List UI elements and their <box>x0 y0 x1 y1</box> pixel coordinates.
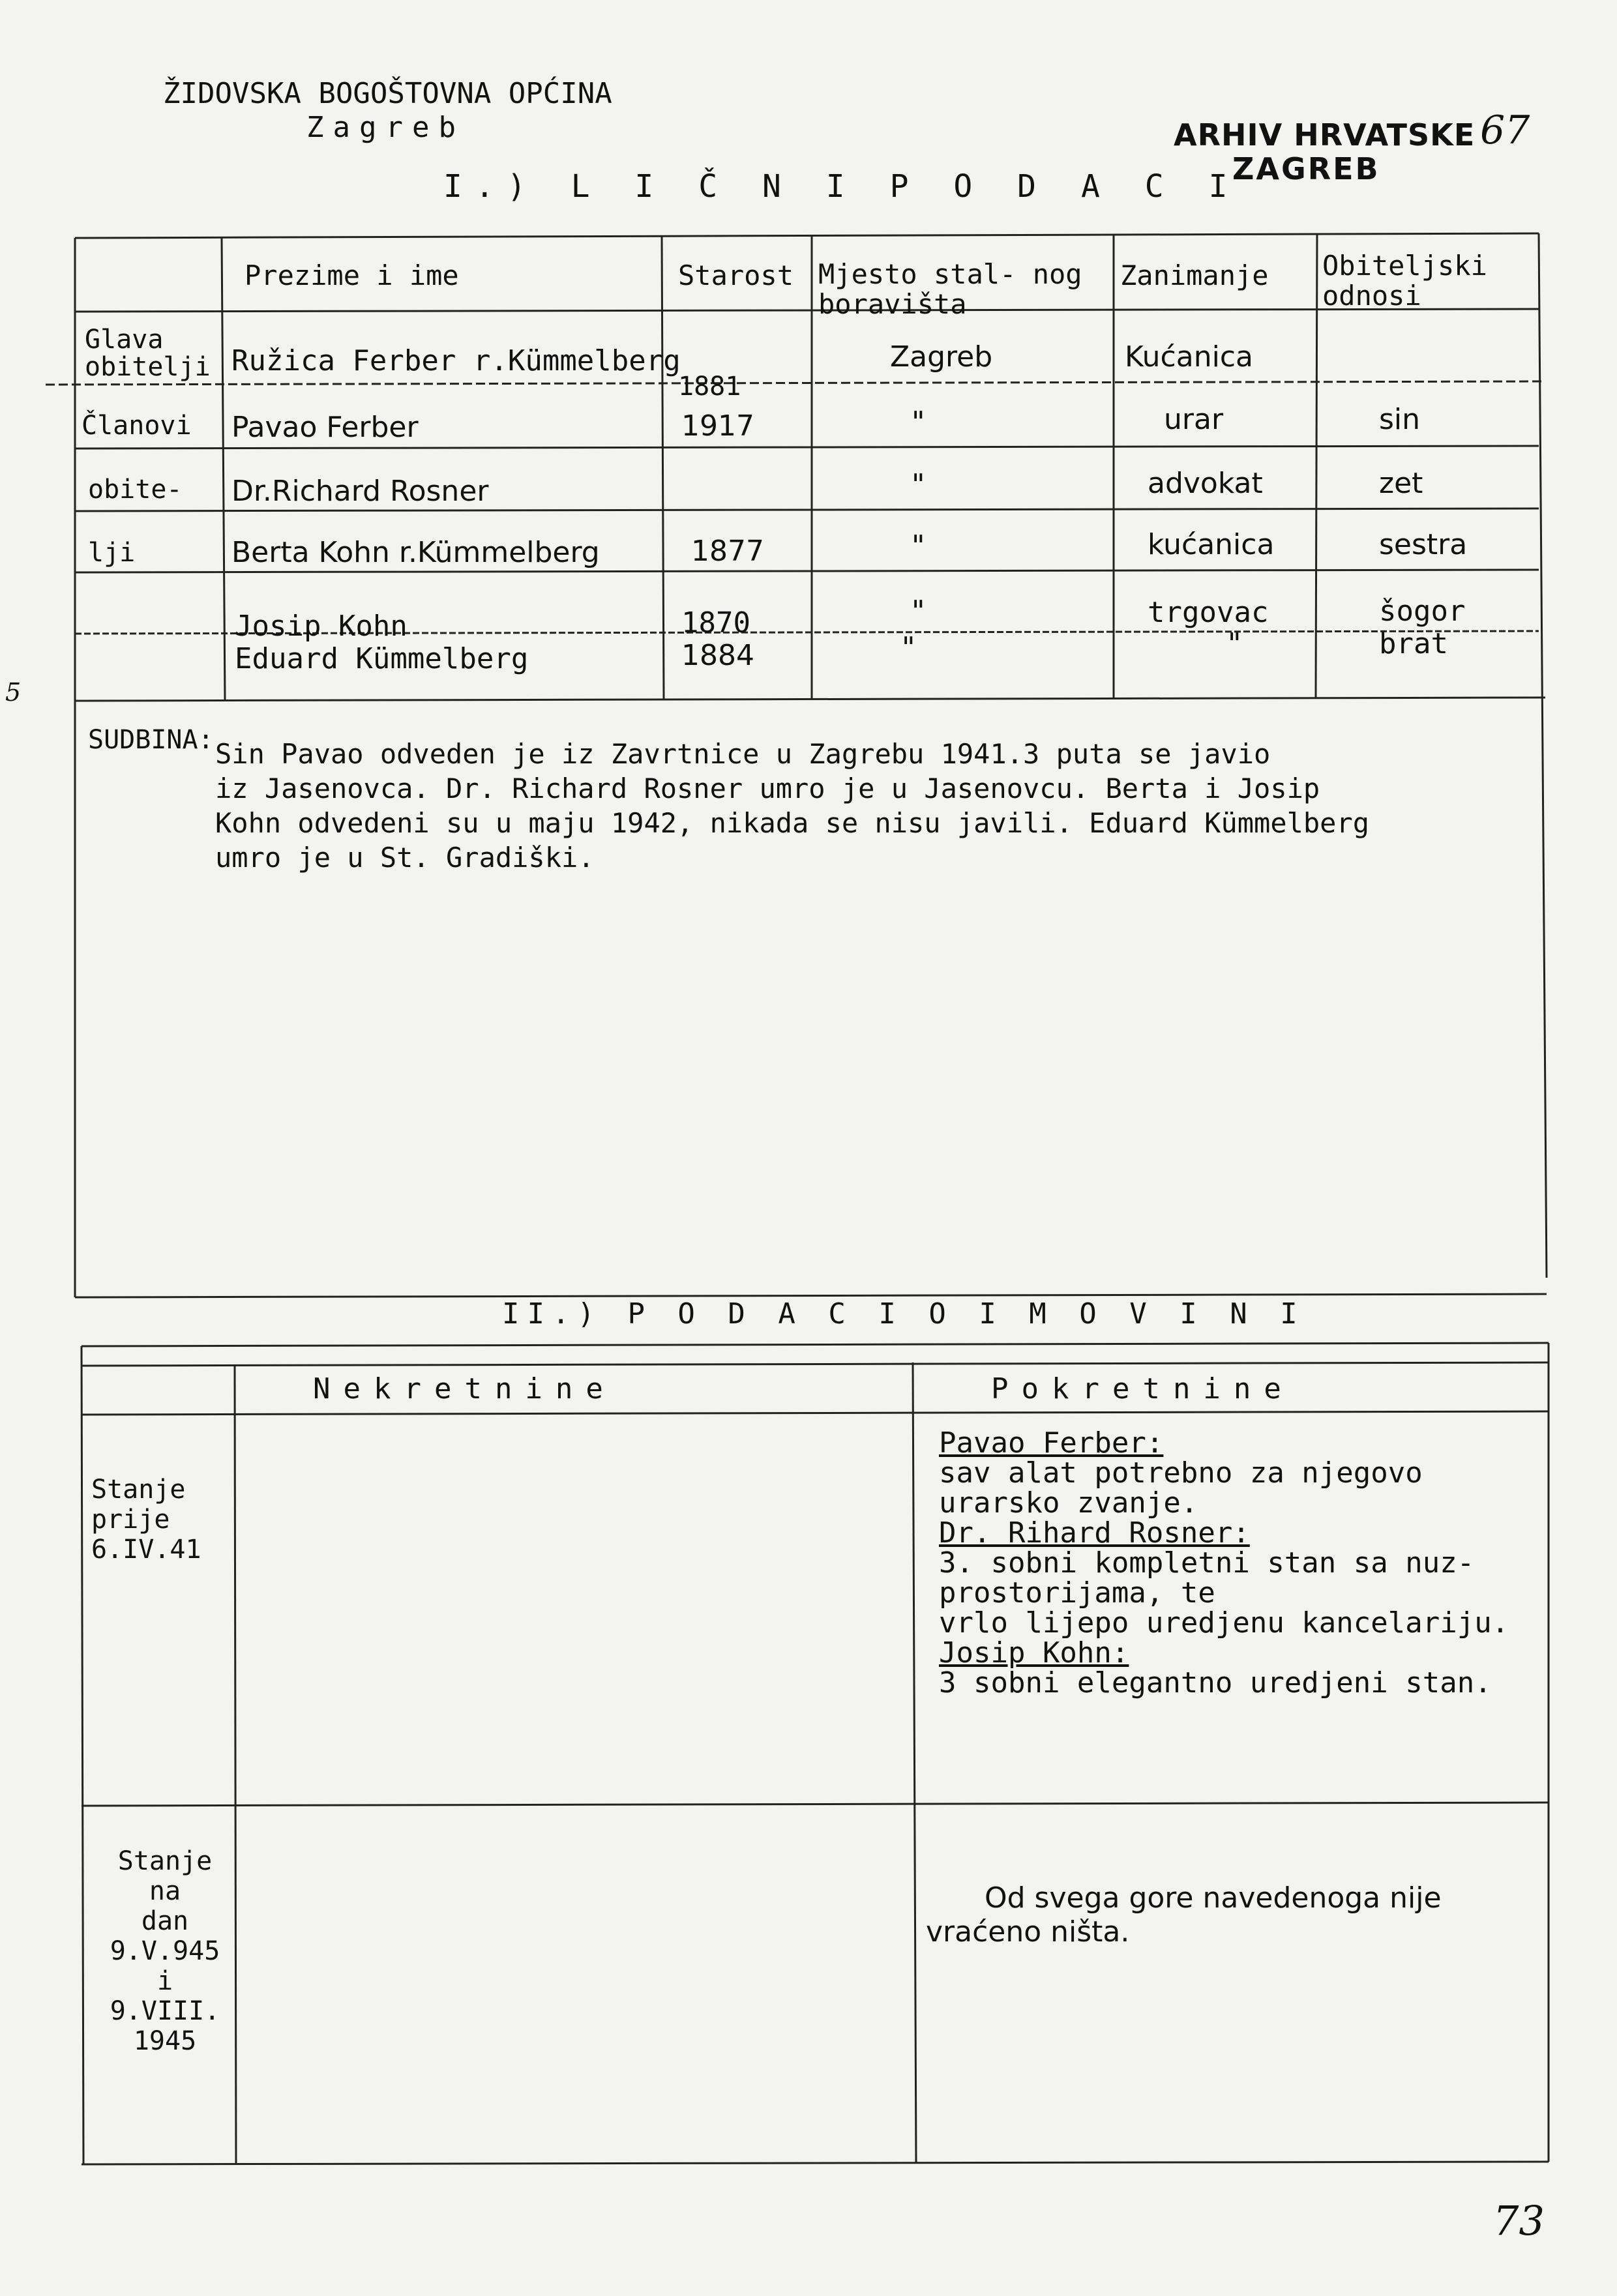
member-1-name: Pavao Ferber <box>231 411 419 444</box>
fate-line-4: umro je u St. Gradiški. <box>215 842 595 874</box>
label-head-of-family: Glava obitelji <box>85 325 211 382</box>
archive-stamp-line2: ZAGREB <box>1232 151 1380 186</box>
member-5-occupation: " <box>1226 627 1243 660</box>
fate-label: SUDBINA: <box>88 725 214 755</box>
member-5-relation: brat <box>1379 627 1448 660</box>
member-4-relation: šogor <box>1379 595 1466 628</box>
organization-name: ŽIDOVSKA BOGOŠTOVNA OPĆINA <box>163 77 612 110</box>
member-5-name: Eduard Kümmelberg <box>235 642 529 675</box>
movable-item-5: 3. sobni kompletni stan sa nuz- <box>939 1546 1475 1580</box>
member-1-residence: " <box>910 405 927 439</box>
member-1-relation: sin <box>1379 403 1421 436</box>
header-age: Starost <box>678 259 794 291</box>
member-3-residence: " <box>910 529 927 563</box>
organization-city: Zagreb <box>306 111 465 144</box>
head-age: 1881 <box>678 372 741 402</box>
movable-item-7: vrlo lijepo uredjenu kancelariju. <box>939 1606 1509 1640</box>
fate-line-3: Kohn odvedeni su u maju 1942, nikada se nisu javili. Eduard Kümmelberg <box>215 807 1370 839</box>
movable-item-1: Pavao Ferber: <box>939 1426 1164 1460</box>
member-1-occupation: urar <box>1164 403 1224 436</box>
margin-mark: 5 <box>5 678 22 707</box>
member-2-residence: " <box>910 468 927 501</box>
movable-item-2: sav alat potrebno za njegovo <box>939 1456 1423 1490</box>
header-name: Prezime i ime <box>245 259 459 291</box>
header-occupation: Zanimanje <box>1120 259 1269 291</box>
movable-item-9: 3 sobni elegantno uredjeni stan. <box>939 1666 1492 1700</box>
section-2-title: II.) P O D A C I O I M O V I N I <box>502 1297 1305 1331</box>
fate-line-2: iz Jasenovca. Dr. Richard Rosner umro je u Jasenovcu. Berta i Josip <box>215 773 1320 804</box>
movable-item-6: prostorijama, te <box>939 1576 1215 1610</box>
movable-item-8: Josip Kohn: <box>939 1636 1129 1670</box>
label-members-3: lji <box>88 538 136 568</box>
col-immovable-header: Nekretnine <box>313 1372 616 1406</box>
label-members-1: Članovi <box>82 411 192 441</box>
member-2-relation: zet <box>1379 467 1423 500</box>
member-5-residence: " <box>900 631 917 664</box>
header-relation: Obiteljski odnosi <box>1322 250 1487 312</box>
member-5-age: 1884 <box>681 639 754 672</box>
member-3-occupation: kućanica <box>1148 528 1275 561</box>
archive-stamp-line1: ARHIV HRVATSKE <box>1174 117 1476 153</box>
head-residence: Zagreb <box>890 340 993 374</box>
member-4-occupation: trgovac <box>1148 596 1269 629</box>
label-members-2: obite- <box>88 475 183 505</box>
row2-label: Stanje na dan 9.V.945 i 9.VIII. 1945 <box>110 1846 220 2056</box>
archive-stamp-number: 67 <box>1480 108 1530 153</box>
member-4-age: 1870 <box>681 606 750 640</box>
head-occupation: Kućanica <box>1125 340 1253 374</box>
row2-movable-line-2: vraćeno ništa. <box>926 1915 1130 1949</box>
head-name: Ružica Ferber r.Kümmelberg <box>231 344 681 377</box>
member-2-occupation: advokat <box>1148 467 1263 500</box>
member-2-name: Dr.Richard Rosner <box>231 475 489 508</box>
movable-item-3: urarsko zvanje. <box>939 1486 1198 1520</box>
col-movable-header: Pokretnine <box>991 1372 1294 1406</box>
member-3-relation: sestra <box>1379 528 1468 561</box>
fate-line-1: Sin Pavao odveden je iz Zavrtnice u Zagrebu 1941.3 puta se javio <box>215 738 1271 770</box>
page-number: 73 <box>1493 2197 1545 2244</box>
row1-label: Stanje prije 6.IV.41 <box>91 1475 201 1565</box>
member-1-age: 1917 <box>681 409 754 443</box>
section-1-title: I.) L I Č N I P O D A C I <box>443 168 1241 205</box>
header-residence: Mjesto stal- nog boravišta <box>818 258 1082 320</box>
row2-movable-line-1: Od svega gore navedenoga nije <box>985 1881 1442 1915</box>
member-4-name: Josip Kohn <box>235 610 408 643</box>
member-3-age: 1877 <box>691 535 764 568</box>
member-3-name: Berta Kohn r.Kümmelberg <box>231 536 600 569</box>
member-4-residence: " <box>910 595 927 628</box>
movable-item-4: Dr. Rihard Rosner: <box>939 1516 1250 1550</box>
